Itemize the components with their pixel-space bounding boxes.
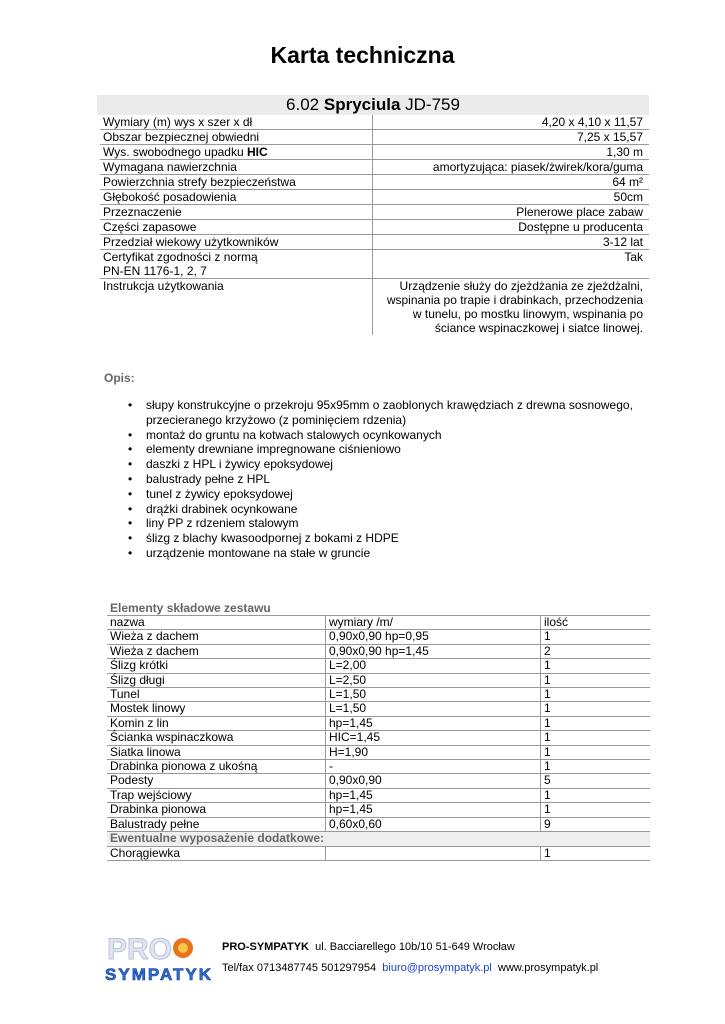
spec-value: 50cm [373,190,650,205]
logo-text-sympatyk: SYMPATYK [105,965,211,984]
spec-row [100,279,649,336]
cell-name: Komin z lin [107,716,326,730]
spec-label-text: Wys. swobodnego upadku [103,145,247,159]
page-title: Karta techniczna [270,42,455,68]
spec-row [100,115,649,130]
spec-value-line: w tunelu, po mostku linowym, wspinania po [412,307,643,321]
table-row [107,731,650,745]
list-item: • urządzenie montowane na stałe w gruncie [128,546,648,561]
cell-dimensions: - [326,760,541,774]
cell-dimensions [326,846,541,860]
spec-value: 4,20 x 4,10 x 11,57 [373,115,650,130]
table-row [107,760,650,774]
cell-name: Wieża z dachem [107,644,326,658]
product-title-bar [97,95,649,115]
cell-name: Trap wejściowy [107,788,326,802]
list-item: • liny PP z rdzeniem stalowym [128,516,648,531]
table-row [107,702,650,716]
cell-name: Drabinka pionowa z ukośną [107,760,326,774]
cell-name: Mostek linowy [107,702,326,716]
spec-value-line: ściance wspinaczkowej i siatce linowej. [434,321,643,335]
table-row [107,846,650,860]
cell-dimensions: 0,90x0,90 hp=0,95 [326,630,541,644]
cell-name: Drabinka pionowa [107,803,326,817]
spec-label: Przeznaczenie [100,205,373,220]
spec-row [100,235,649,250]
table-row [107,774,650,788]
product-code: 6.02 [286,95,320,114]
list-item: • ślizg z blachy kwasoodpornej z bokami z HDPE [128,531,648,546]
spec-label-line: Certyfikat zgodności z normą [103,250,258,264]
table-row [107,803,650,817]
cell-quantity: 1 [541,688,651,702]
cell-quantity: 1 [541,803,651,817]
cell-quantity: 1 [541,702,651,716]
spec-value: 64 m² [373,175,650,190]
cell-quantity: 1 [541,745,651,759]
spec-value: Tak [373,250,650,279]
table-row [107,817,650,831]
extra-heading: Ewentualne wyposażenie dodatkowe: [107,832,650,846]
footer-address-line [222,941,515,953]
spec-row [100,160,649,175]
column-header: nazwa [107,616,326,630]
spec-value-line: wspinania po trapie i drabinkach, przechodzenia [386,293,643,307]
cell-dimensions: 0,90x0,90 [326,774,541,788]
cell-name: Siatka linowa [107,745,326,759]
spec-label: Przedział wiekowy użytkowników [100,235,373,250]
list-item: • elementy drewniane impregnowane ciśnieniowo [128,442,648,457]
spec-value: 7,25 x 15,57 [373,130,650,145]
website-link[interactable]: www.prosympatyk.pl [498,962,599,974]
column-header: wymiary /m/ [326,616,541,630]
spec-value: 1,30 m [373,145,650,160]
cell-name: Wieża z dachem [107,630,326,644]
company-logo [103,931,215,985]
table-row [107,788,650,802]
spec-row [100,145,649,160]
description-heading: Opis: [104,371,135,385]
cell-dimensions: L=1,50 [326,688,541,702]
email-link[interactable]: biuro@prosympatyk.pl [382,962,492,974]
column-header: ilość [541,616,651,630]
cell-quantity: 1 [541,673,651,687]
table-row [107,659,650,673]
cell-quantity: 9 [541,817,651,831]
spec-label: Instrukcja użytkowania [100,279,373,336]
spec-label [100,145,373,160]
spec-value: 3-12 lat [373,235,650,250]
list-item-line: • słupy konstrukcyjne o przekroju 95x95mm o zaoblonych krawędziach z drewna sosnowego, [146,398,633,412]
cell-dimensions: hp=1,45 [326,803,541,817]
cell-dimensions: HIC=1,45 [326,731,541,745]
cell-name: Ślizg krótki [107,659,326,673]
cell-quantity: 1 [541,659,651,673]
table-row [107,673,650,687]
cell-name: Ścianka wspinaczkowa [107,731,326,745]
footer-contact-line [222,962,598,974]
spec-label-bold: HIC [246,145,268,159]
spec-label-line: PN-EN 1176-1, 2, 7 [103,264,207,278]
cell-dimensions: L=1,50 [326,702,541,716]
cell-name: Balustrady pełne [107,817,326,831]
cell-quantity: 1 [541,630,651,644]
extra-heading-row [107,832,650,846]
logo-text-pro: PRO [107,933,173,966]
table-row [107,745,650,759]
cell-dimensions: 0,60x0,60 [326,817,541,831]
cell-quantity: 1 [541,760,651,774]
cell-dimensions: 0,90x0,90 hp=1,45 [326,644,541,658]
cell-quantity: 1 [541,716,651,730]
spec-value: amortyzująca: piasek/żwirek/kora/guma [373,160,650,175]
list-item: • tunel z żywicy epoksydowej [128,487,648,502]
spec-row [100,175,649,190]
spec-label [100,250,373,279]
list-item [128,398,648,428]
product-model: JD-759 [405,95,460,114]
spec-row [100,205,649,220]
table-header-row [107,616,650,630]
cell-name: Chorągiewka [107,846,326,860]
elements-table [107,615,650,861]
cell-dimensions: L=2,50 [326,673,541,687]
cell-quantity: 2 [541,644,651,658]
cell-name: Podesty [107,774,326,788]
spec-label: Części zapasowe [100,220,373,235]
company-phones: Tel/fax 0713487745 501297954 [222,962,377,974]
elements-heading: Elementy składowe zestawu [110,601,271,615]
logo-sun-center-icon [178,943,188,953]
spec-row [100,190,649,205]
spec-value: Plenerowe place zabaw [373,205,650,220]
table-row [107,716,650,730]
spec-label: Wymiary (m) wys x szer x dł [100,115,373,130]
table-row [107,688,650,702]
description-list [128,398,648,561]
spec-label: Obszar bezpiecznej obwiedni [100,130,373,145]
table-row [107,630,650,644]
spec-row [100,130,649,145]
company-address: ul. Bacciarellego 10b/10 51-649 Wrocław [315,941,515,953]
cell-dimensions: L=2,00 [326,659,541,673]
cell-quantity: 1 [541,788,651,802]
list-item-line: przecieranego krzyżowo (z pominięciem rdzenia) [146,412,407,427]
spec-row [100,220,649,235]
list-item: • drążki drabinek ocynkowane [128,502,648,517]
cell-dimensions: hp=1,45 [326,716,541,730]
spec-label: Wymagana nawierzchnia [100,160,373,175]
spec-row [100,250,649,279]
cell-name: Tunel [107,688,326,702]
spec-table [100,115,649,335]
spec-value: Dostępne u producenta [373,220,650,235]
spec-value [373,279,650,336]
product-name: Spryciula [323,95,401,114]
cell-quantity: 5 [541,774,651,788]
cell-dimensions: H=1,90 [326,745,541,759]
cell-dimensions: hp=1,45 [326,788,541,802]
cell-quantity: 1 [541,846,651,860]
spec-label: Głębokość posadowienia [100,190,373,205]
spec-label: Powierzchnia strefy bezpieczeństwa [100,175,373,190]
list-item: • balustrady pełne z HPL [128,472,648,487]
list-item: • montaż do gruntu na kotwach stalowych ocynkowanych [128,428,648,443]
list-item: • daszki z HPL i żywicy epoksydowej [128,457,648,472]
spec-value-line: Urządzenie służy do zjeżdżania ze zjeżdżalni, [399,279,643,293]
table-row [107,644,650,658]
cell-name: Ślizg długi [107,673,326,687]
cell-quantity: 1 [541,731,651,745]
company-name: PRO-SYMPATYK [222,941,309,953]
